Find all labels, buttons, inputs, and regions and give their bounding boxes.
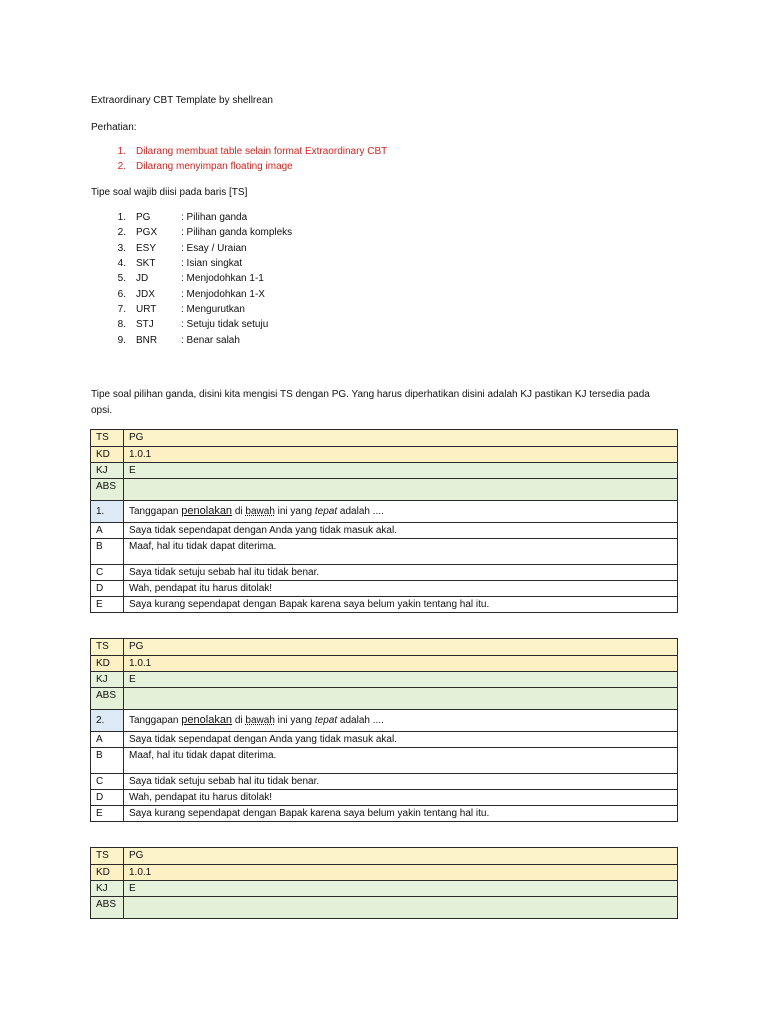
question-text-italic: tepat — [314, 506, 338, 517]
table-row — [91, 710, 678, 732]
table-row — [91, 639, 678, 656]
question-text-underlined: bawah — [245, 715, 275, 726]
option-text[interactable]: Saya kurang sependapat dengan Bapak karena saya belum yakin tentang hal itu. — [124, 597, 678, 613]
table-row — [91, 865, 678, 881]
list-item — [91, 256, 292, 271]
table-row — [91, 581, 678, 597]
question-number: 2. — [91, 710, 124, 732]
type-code: SKT — [136, 258, 156, 270]
question-text-underlined: penolakan — [181, 505, 233, 517]
list-item — [91, 210, 292, 225]
option-label: B — [91, 748, 124, 774]
table-row — [91, 881, 678, 897]
list-number: 1. — [117, 212, 126, 224]
kd-label: KD — [91, 656, 124, 672]
abs-label: ABS — [91, 688, 124, 710]
option-text[interactable]: Saya kurang sependapat dengan Bapak karena saya belum yakin tentang hal itu. — [124, 806, 678, 822]
table-row — [91, 774, 678, 790]
list-item — [91, 332, 292, 347]
ts-value[interactable]: PG — [124, 848, 678, 865]
question-text[interactable] — [124, 501, 678, 523]
ts-value[interactable]: PG — [124, 430, 678, 447]
type-desc: : Benar salah — [181, 334, 240, 346]
question-number: 1. — [91, 501, 124, 523]
option-text[interactable]: Saya tidak sependapat dengan Anda yang tidak masuk akal. — [124, 523, 678, 539]
types-intro: Tipe soal wajib diisi pada baris [TS] — [91, 187, 248, 198]
kd-value[interactable]: 1.0.1 — [124, 656, 678, 672]
rules-list — [91, 144, 387, 175]
list-number: 7. — [117, 303, 126, 315]
table-row — [91, 447, 678, 463]
type-code: JDX — [136, 288, 155, 300]
table-row — [91, 463, 678, 479]
question-text-underlined: bawah — [245, 506, 275, 517]
list-number: 5. — [117, 273, 126, 285]
question-text-underlined: penolakan — [181, 714, 233, 726]
option-text[interactable]: Wah, pendapat itu harus ditolak! — [124, 790, 678, 806]
abs-label: ABS — [91, 897, 124, 919]
list-number: 6. — [117, 288, 126, 300]
option-label: B — [91, 539, 124, 565]
abs-value[interactable] — [124, 688, 678, 710]
option-label: C — [91, 774, 124, 790]
ts-label: TS — [91, 430, 124, 447]
table-row — [91, 672, 678, 688]
ts-label: TS — [91, 848, 124, 865]
type-desc: : Menjodohkan 1-1 — [181, 273, 264, 285]
types-list — [91, 210, 292, 348]
table-row — [91, 565, 678, 581]
table-row — [91, 656, 678, 672]
question-table-3 — [90, 847, 678, 919]
table-row — [91, 848, 678, 865]
type-code: STJ — [136, 319, 154, 331]
ts-label: TS — [91, 639, 124, 656]
type-desc: : Esay / Uraian — [181, 242, 247, 254]
question-text-part: ini yang — [274, 506, 315, 517]
table-row — [91, 479, 678, 501]
list-number: 2. — [117, 161, 126, 173]
list-item — [91, 317, 292, 332]
table-row — [91, 597, 678, 613]
table-row — [91, 539, 678, 565]
type-code: PG — [136, 212, 151, 224]
abs-value[interactable] — [124, 479, 678, 501]
question-text-part: Tanggapan — [129, 715, 182, 726]
table-row — [91, 523, 678, 539]
rule-text: Dilarang membuat table selain format Extraordinary CBT — [136, 146, 388, 158]
question-text-part: adalah .... — [337, 506, 384, 517]
ts-value[interactable]: PG — [124, 639, 678, 656]
table-row — [91, 688, 678, 710]
question-text-part: di — [232, 506, 246, 517]
kj-value[interactable]: E — [124, 881, 678, 897]
question-text-part: Tanggapan — [129, 506, 182, 517]
type-desc: : Pilihan ganda — [181, 212, 248, 224]
list-number: 1. — [117, 146, 126, 158]
question-text[interactable] — [124, 710, 678, 732]
kd-label: KD — [91, 865, 124, 881]
explanation-line-2: opsi. — [91, 405, 113, 416]
kj-value[interactable]: E — [124, 463, 678, 479]
table-row — [91, 790, 678, 806]
list-item — [91, 286, 292, 301]
option-label: E — [91, 806, 124, 822]
rule-text: Dilarang menyimpan floating image — [136, 161, 293, 173]
kj-label: KJ — [91, 672, 124, 688]
type-desc: : Setuju tidak setuju — [181, 319, 269, 331]
table-row — [91, 897, 678, 919]
option-text[interactable]: Saya tidak setuju sebab hal itu tidak benar. — [124, 774, 678, 790]
kd-value[interactable]: 1.0.1 — [124, 447, 678, 463]
question-text-part: di — [232, 715, 246, 726]
option-label: D — [91, 581, 124, 597]
kj-value[interactable]: E — [124, 672, 678, 688]
list-number: 8. — [117, 319, 126, 331]
explanation-line-1: Tipe soal pilihan ganda, disini kita mengisi TS dengan PG. Yang harus diperhatikan disini adalah KJ pastikan KJ tersedia pada — [91, 389, 650, 400]
kd-value[interactable]: 1.0.1 — [124, 865, 678, 881]
table-row — [91, 501, 678, 523]
question-text-part: ini yang — [274, 715, 315, 726]
type-desc: : Mengurutkan — [181, 303, 245, 315]
type-code: BNR — [136, 334, 158, 346]
list-item — [91, 241, 292, 256]
table-row — [91, 430, 678, 447]
option-label: A — [91, 523, 124, 539]
type-code: ESY — [136, 242, 157, 254]
abs-label: ABS — [91, 479, 124, 501]
list-number: 3. — [117, 242, 126, 254]
option-label: A — [91, 732, 124, 748]
question-text-italic: tepat — [314, 715, 338, 726]
attention-label: Perhatian: — [91, 122, 137, 133]
list-item — [91, 271, 292, 286]
list-number: 9. — [117, 334, 126, 346]
kd-label: KD — [91, 447, 124, 463]
type-code: URT — [136, 303, 157, 315]
list-number: 4. — [117, 258, 126, 270]
kj-label: KJ — [91, 881, 124, 897]
option-text[interactable]: Maaf, hal itu tidak dapat diterima. — [124, 748, 678, 774]
list-item — [91, 302, 292, 317]
list-item — [91, 159, 387, 174]
question-table-2 — [90, 638, 678, 822]
abs-value[interactable] — [124, 897, 678, 919]
question-table-1 — [90, 429, 678, 613]
option-text[interactable]: Saya tidak setuju sebab hal itu tidak benar. — [124, 565, 678, 581]
kj-label: KJ — [91, 463, 124, 479]
list-item — [91, 144, 387, 159]
table-row — [91, 748, 678, 774]
option-text[interactable]: Maaf, hal itu tidak dapat diterima. — [124, 539, 678, 565]
type-desc: : Isian singkat — [181, 258, 243, 270]
option-label: C — [91, 565, 124, 581]
list-number: 2. — [117, 227, 126, 239]
option-label: E — [91, 597, 124, 613]
document-title: Extraordinary CBT Template by shellrean — [91, 95, 273, 106]
question-text-part: adalah .... — [337, 715, 384, 726]
list-item — [91, 225, 292, 240]
type-desc: : Pilihan ganda kompleks — [181, 227, 293, 239]
type-code: JD — [136, 273, 149, 285]
table-row — [91, 806, 678, 822]
option-text[interactable]: Wah, pendapat itu harus ditolak! — [124, 581, 678, 597]
type-desc: : Menjodohkan 1-X — [181, 288, 265, 300]
type-code: PGX — [136, 227, 158, 239]
option-text[interactable]: Saya tidak sependapat dengan Anda yang tidak masuk akal. — [124, 732, 678, 748]
table-row — [91, 732, 678, 748]
option-label: D — [91, 790, 124, 806]
